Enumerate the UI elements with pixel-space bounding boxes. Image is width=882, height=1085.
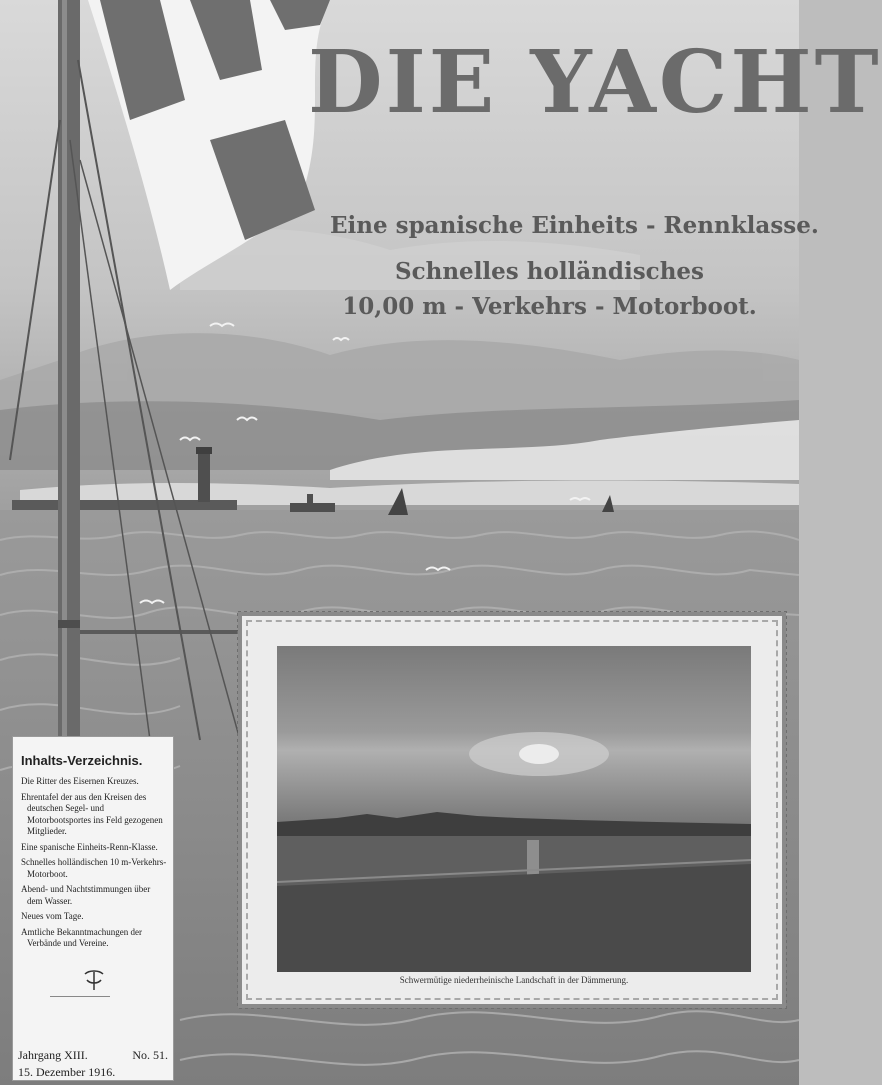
headline-spanish-class: Eine spanische Einheits - Rennklasse. bbox=[330, 212, 819, 239]
headline-dutch-boat: Schnelles holländisches bbox=[395, 258, 704, 285]
table-of-contents bbox=[12, 736, 174, 1081]
masthead-title: DIE YACHT bbox=[308, 32, 882, 133]
toc-divider bbox=[50, 996, 110, 997]
toc-list bbox=[21, 776, 167, 950]
issue-number: No. 51. bbox=[132, 1048, 168, 1062]
toc-item: Eine spanische Einheits-Renn-Klasse. bbox=[21, 841, 158, 852]
issue-info bbox=[18, 1047, 168, 1081]
toc-item: Ehrentafel der aus den Kreisen des deutschen Segel- und Motorbootsportes ins Feld gezogenen Mitglieder. bbox=[21, 791, 163, 836]
photo-caption: Schwermütige niederrheinische Landschaft in der Dämmerung. bbox=[399, 975, 629, 985]
toc-item: Abend- und Nachtstimmungen über dem Wasser. bbox=[21, 884, 151, 906]
toc-item: Schnelles holländischen 10 m-Verkehrs-Motorboot. bbox=[21, 857, 167, 879]
headline-motorboat: 10,00 m - Verkehrs - Motorboot. bbox=[342, 293, 757, 320]
publisher-logo-icon bbox=[81, 970, 107, 992]
issue-volume: Jahrgang XIII. bbox=[18, 1048, 88, 1062]
toc-item: Neues vom Tage. bbox=[21, 911, 84, 921]
toc-item: Amtliche Bekanntmachungen der Verbände und Vereine. bbox=[21, 926, 142, 948]
landscape-photo bbox=[277, 646, 751, 972]
issue-date: 15. Dezember 1916. bbox=[18, 1065, 116, 1079]
toc-title: Inhalts-Verzeichnis. bbox=[21, 753, 143, 768]
toc-item: Die Ritter des Eisernen Kreuzes. bbox=[21, 776, 139, 786]
photo-image bbox=[277, 646, 751, 972]
